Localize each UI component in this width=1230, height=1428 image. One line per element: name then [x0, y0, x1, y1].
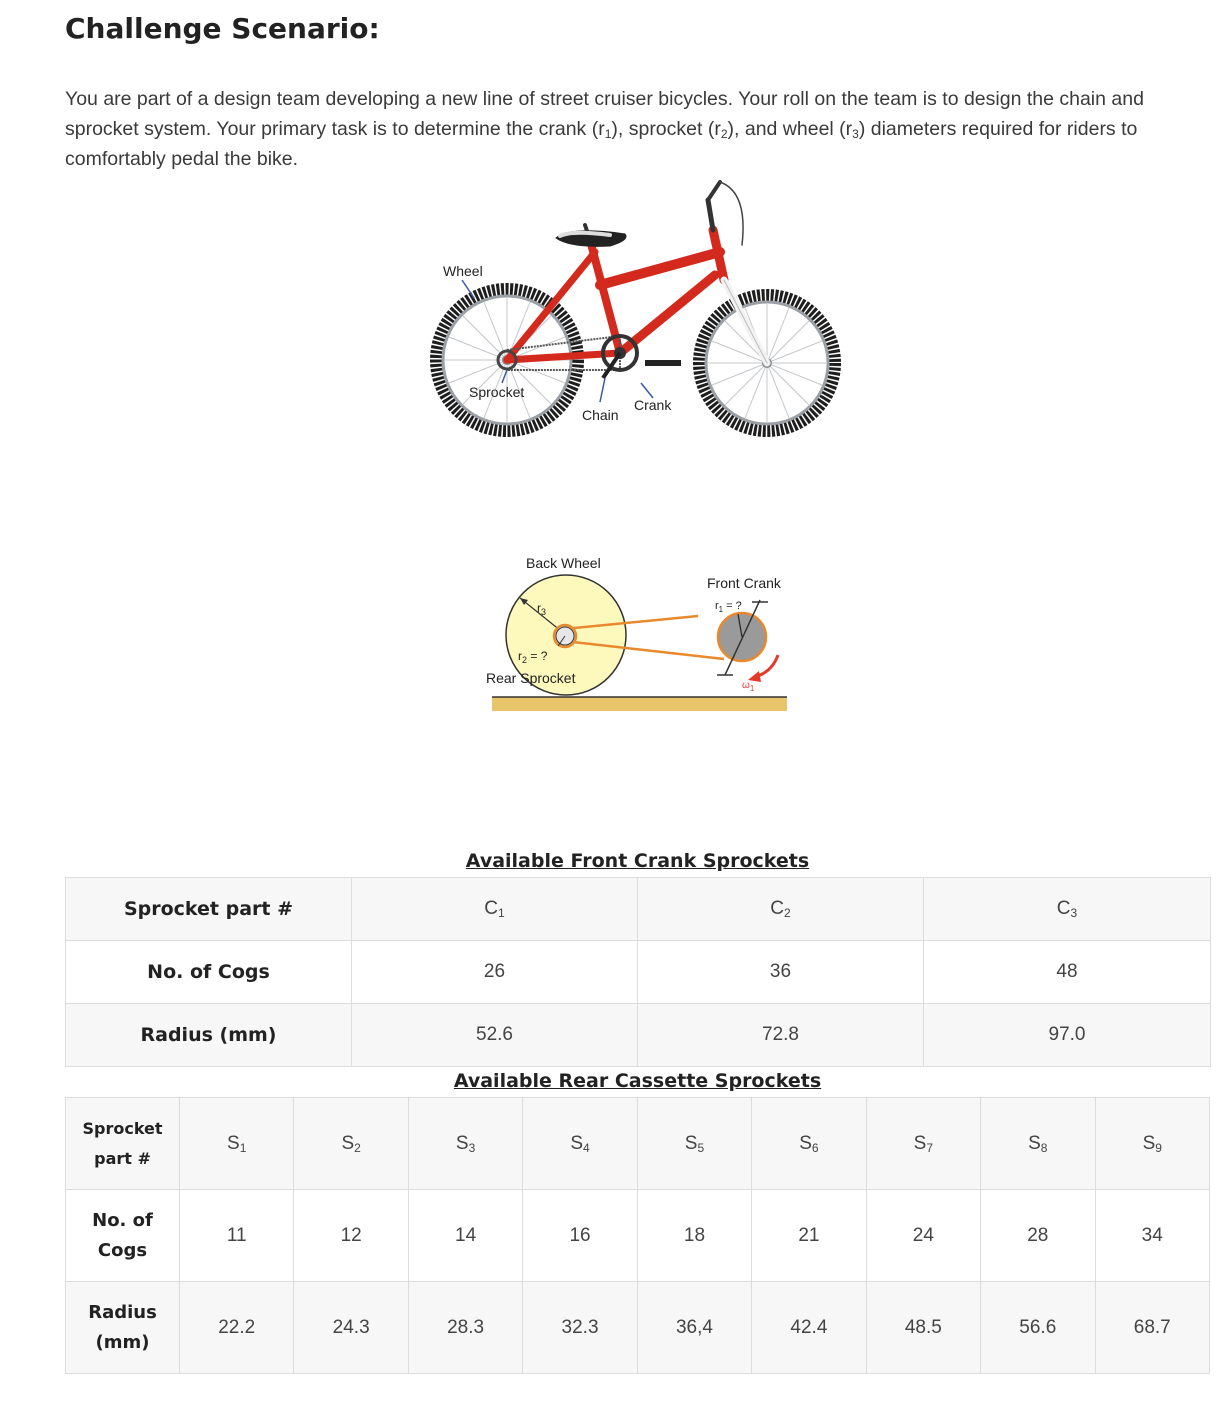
table-cell: 28: [981, 1190, 1095, 1282]
table-cell: 36,4: [637, 1282, 751, 1374]
row-header: Radius (mm): [66, 1004, 352, 1067]
table-row: [66, 941, 1211, 1004]
table-cell: 24: [866, 1190, 980, 1282]
table-row: [66, 878, 1211, 941]
intro-sub-1: 1: [604, 127, 612, 141]
table-cell: $S_8$: [981, 1098, 1095, 1190]
table-cell: $S_7$: [866, 1098, 980, 1190]
intro-sub-3: 3: [852, 127, 859, 141]
table-cell: $S_1$: [180, 1098, 294, 1190]
table-cell: $C_1$: [352, 878, 638, 941]
table-cell: 14: [408, 1190, 522, 1282]
table-cell: 56.6: [981, 1282, 1095, 1374]
label-front-crank: Front Crank: [707, 575, 781, 591]
table-cell: 11: [180, 1190, 294, 1282]
table-cell: $S_2$: [294, 1098, 408, 1190]
table-cell: 97.0: [924, 1004, 1211, 1067]
label-sprocket: Sprocket: [469, 384, 525, 400]
table-cell: 26: [352, 941, 638, 1004]
table-cell: $S_4$: [523, 1098, 637, 1190]
table-cell: 34: [1095, 1190, 1210, 1282]
label-chain: Chain: [582, 407, 619, 423]
bicycle-image: [420, 170, 860, 445]
table-cell: 48: [924, 941, 1211, 1004]
label-crank: Crank: [634, 397, 672, 413]
row-header: Radius (mm): [66, 1282, 180, 1374]
label-back-wheel: Back Wheel: [526, 555, 601, 571]
table-cell: $S_9$: [1095, 1098, 1210, 1190]
intro-text-1: You are part of a design team developing a new line of street cruiser bicycles. Your roll on the team is to design the chain and sprocket system. Your primary task is to determine the crank (r: [65, 88, 1144, 140]
label-omega: $\omega_1$: [742, 680, 755, 693]
table-cell: 36: [638, 941, 924, 1004]
table-cell: 22.2: [180, 1282, 294, 1374]
table-cell: $S_3$: [408, 1098, 522, 1190]
page-title: Challenge Scenario:: [65, 12, 380, 45]
intro-text-3: ), and wheel (r: [727, 118, 853, 140]
label-r2: $r_2$ = ?: [518, 649, 548, 665]
table-row: [66, 1004, 1211, 1067]
row-header: Sprocket part #: [66, 878, 352, 941]
table-cell: $S_5$: [637, 1098, 751, 1190]
table-row: [66, 1190, 1210, 1282]
table-cell: 68.7: [1095, 1282, 1210, 1374]
label-wheel: Wheel: [443, 263, 483, 279]
table-cell: 32.3: [523, 1282, 637, 1374]
label-r3: $r_3$: [537, 601, 547, 617]
table-cell: 48.5: [866, 1282, 980, 1374]
sprocket-diagram: [480, 550, 800, 720]
table-cell: 42.4: [752, 1282, 866, 1374]
table-cell: 24.3: [294, 1282, 408, 1374]
rotation-arrow-icon: [748, 671, 761, 682]
table-cell: 21: [752, 1190, 866, 1282]
rear-table-caption: Available Rear Cassette Sprockets: [453, 1070, 822, 1092]
intro-sub-2: 2: [720, 127, 728, 141]
label-rear-sprocket: Rear Sprocket: [486, 670, 576, 686]
table-cell: 28.3: [408, 1282, 522, 1374]
table-cell: $C_3$: [924, 878, 1211, 941]
table-cell: 52.6: [352, 1004, 638, 1067]
front-table-caption: Available Front Crank Sprockets: [465, 850, 810, 872]
bike-frame: [507, 182, 767, 363]
row-header: No. of Cogs: [66, 941, 352, 1004]
table-row: [66, 1098, 1210, 1190]
table-cell: $C_2$: [638, 878, 924, 941]
table-cell: 16: [523, 1190, 637, 1282]
row-header: Sprocket part #: [66, 1098, 180, 1190]
table-cell: 18: [637, 1190, 751, 1282]
rear-sprockets-table: [65, 1097, 1210, 1374]
ground: [492, 697, 787, 711]
table-row: [66, 1282, 1210, 1374]
table-cell: $S_6$: [752, 1098, 866, 1190]
intro-text-4: ) diameters required for riders to comfortably pedal the bike.: [65, 118, 1138, 170]
front-sprockets-table: [65, 877, 1211, 1067]
intro-text-2: ), sprocket (r: [611, 118, 721, 140]
table-cell: 72.8: [638, 1004, 924, 1067]
row-header: No. of Cogs: [66, 1190, 180, 1282]
intro-paragraph: [65, 84, 1185, 174]
label-r1: $r_1$ = ?: [715, 600, 742, 614]
table-cell: 12: [294, 1190, 408, 1282]
